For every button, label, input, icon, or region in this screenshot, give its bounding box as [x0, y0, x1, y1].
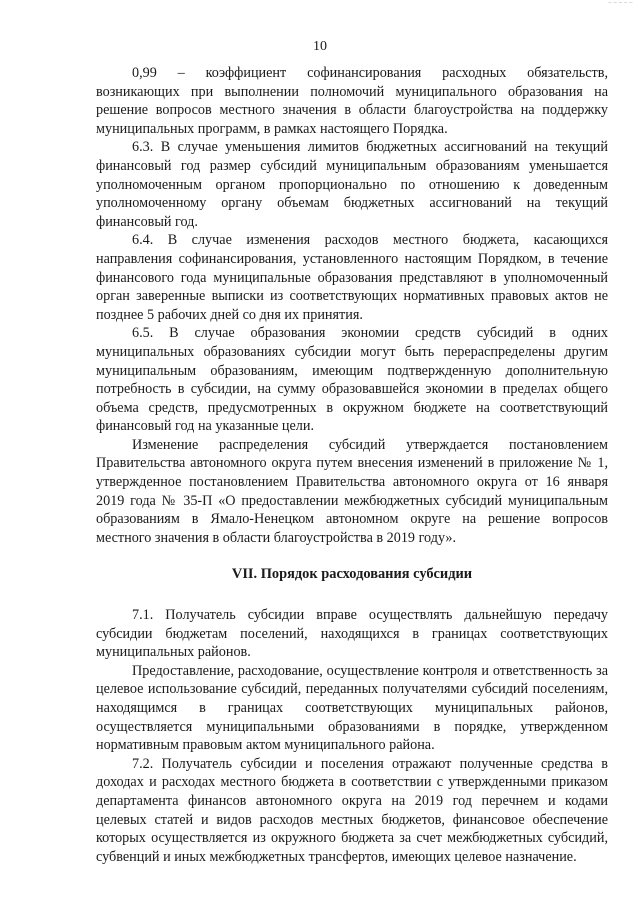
corner-mark: ⁻⁻⁻⁻⁻	[607, 0, 634, 9]
paragraph-6-3: 6.3. В случае уменьшения лимитов бюджетных ассигнований на текущий финансовый год размер субсидий муниципальным образованиям уменьшается уполномоченным органом пропорционально по отношению к доведенным уполномоченному органу объемам бюджетных ассигнований на текущий финансовый год.	[96, 139, 608, 230]
paragraph-7-2: 7.2. Получатель субсидии и поселения отражают полученные средства в доходах и расходах местного бюджета в соответствии с утвержденными приказом департамента финансов автономного округа на 2019 год перечнем и кодами целевых статей и видов расходов местных бюджетов, финансовое обеспечение которых осуществляется из окружного бюджета за счет межбюджетных субсидий, субвенций и иных межбюджетных трансфертов, имеющих целевое назначение.	[96, 755, 608, 865]
paragraph-redistribution: Изменение распределения субсидий утверждается постановлением Правительства автономного округа путем внесения изменений в приложение № 1, утвержденное постановлением Правительства автономного округа от 16 января 2019 года № 35-П «О предоставлении межбюджетных субсидий муниципальным образованиям в Ямало-Ненецком автономном округе на решение вопросов местного значения в области благоустройства в 2019 году».	[96, 436, 608, 546]
section-heading: VII. Порядок расходования субсидии	[231, 566, 473, 583]
paragraph-6-4: 6.4. В случае изменения расходов местного бюджета, касающихся направления софинансирования, установленного настоящим Порядком, в течение финансового года муниципальные образования представляют в уполномоченный орган заверенные выписки из соответствующих нормативных правовых актов не позднее 5 рабочих дней со дня их принятия.	[96, 232, 608, 323]
paragraph-7-1: 7.1. Получатель субсидии вправе осуществлять дальнейшую передачу субсидии бюджетам поселений, находящихся в границах соответствующих муниципальных районов.	[96, 607, 608, 661]
page-content	[96, 64, 608, 866]
paragraph-coefficient: 0,99 – коэффициент софинансирования расходных обязательств, возникающих при выполнении полномочий муниципального образования на решение вопросов местного значения в области благоустройства на поддержку муниципальных программ, в рамках настоящего Порядка.	[96, 65, 608, 137]
paragraph-control: Предоставление, расходование, осуществление контроля и ответственность за целевое использование субсидий, переданных получателями субсидий поселениям, находящимся в границах соответствующих муниципальных районов, осуществляется муниципальными образованиями в порядке, утвержденном нормативным правовым актом муниципального района.	[96, 662, 608, 754]
paragraph-6-5: 6.5. В случае образования экономии средств субсидий в одних муниципальных образованиях субсидии могут быть перераспределены другим муниципальным образованиям, имеющим подтвержденную дополнительную потребность в субсидии, на сумму образовавшейся экономии в пределах общего объема средств, предусмотренных в окружном бюджете на соответствующий финансовый год на указанные цели.	[96, 325, 608, 435]
page-number: 10	[313, 39, 327, 54]
